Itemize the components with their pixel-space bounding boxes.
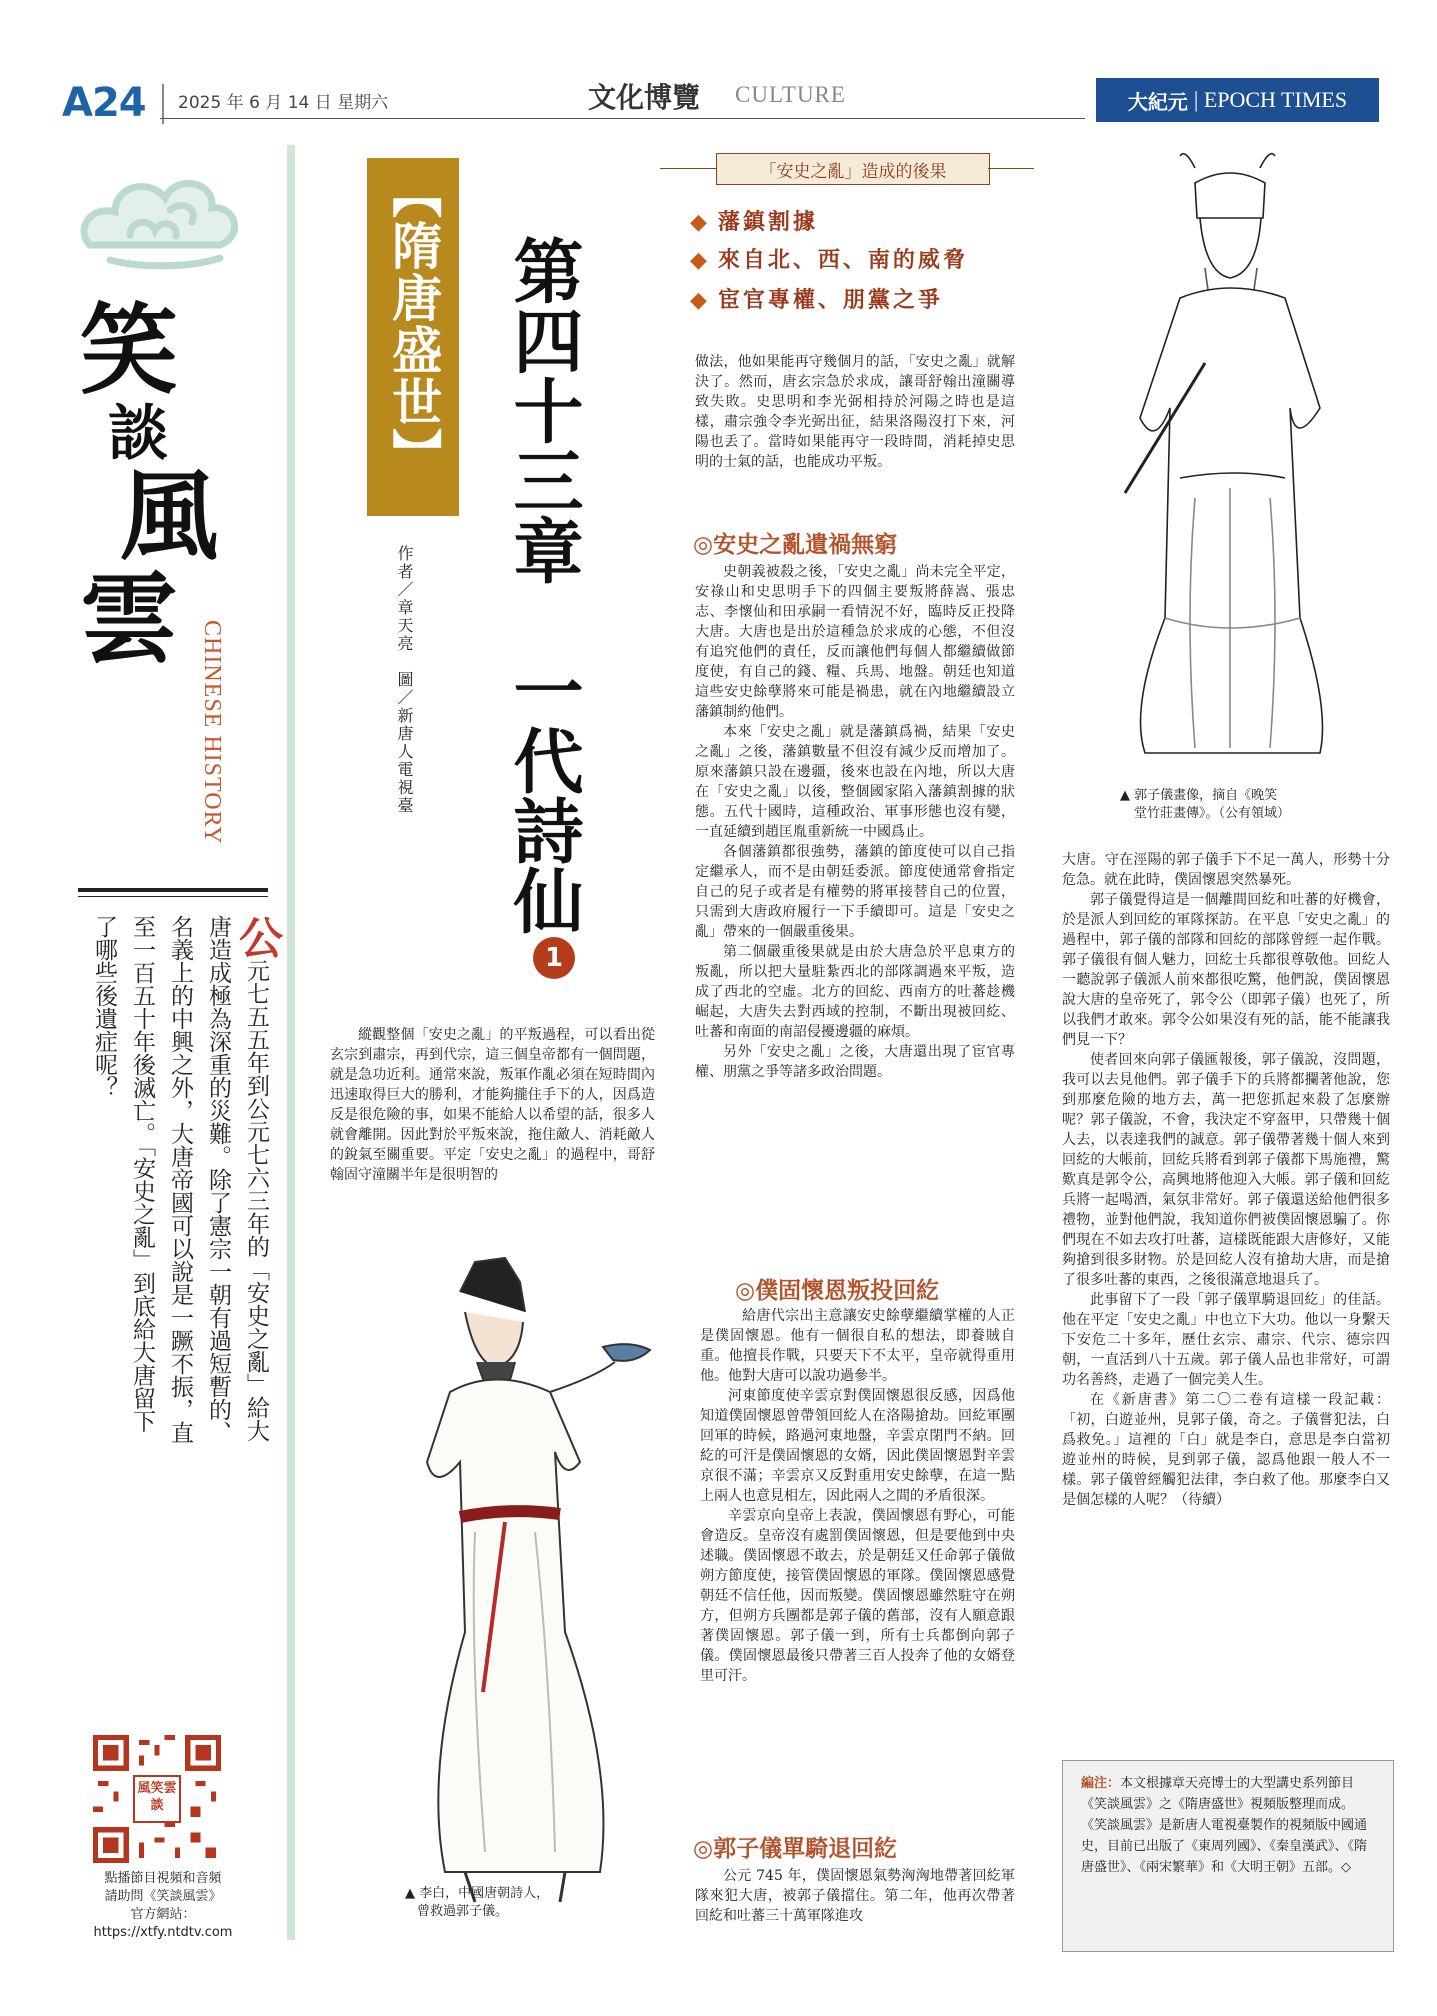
masthead-logo[interactable] [1096,78,1379,122]
article-para: 郭子儀覺得這是一個離間回紇和吐蕃的好機會，於是派人到回紇的軍隊探訪。在平息「安史之亂」的過程中，郭子儀的部隊和回紇的部隊曾經一起作戰。郭子儀很有個人魅力，回紇士兵都很尊敬他。回紇人一聽說郭子儀派人前來都很吃驚，他們說，僕固懷恩說大唐的皇帝死了，郭令公（即郭子儀）也死了，所以我們才敢來。郭令公如果沒有死的話，能不能讓我們見一下？ [1062,892,1390,1048]
section-body [700,1306,1015,1686]
page-number: A24 [62,80,146,126]
summary-rule-left [660,168,716,169]
qr-caption [78,1870,248,1942]
summary-item: ◆ 來自北、西、南的威脅 [690,248,968,273]
summary-rule-right [988,168,1034,169]
editor-note-body [1081,1773,1377,1878]
masthead-en: | EPOCH TIMES [1193,87,1348,112]
intro-rule [78,888,268,892]
column-title-char: 風 [120,458,219,574]
section-heading: ◎僕固懷恩叛投回紇 [735,1278,940,1304]
column-title-char: 笑 [80,293,179,408]
editor-note-text: 《笑談風雲》是新唐人電視臺製作的視頻版中國通史，目前已出版了《東周列國》、《秦皇漢武》、《隋唐盛世》、《兩宋繁華》和《大明王朝》五部。◇ [1081,1818,1368,1875]
intro-text: 元七五五年到公元七六三年的「安史之亂」給大唐造成極為深重的災難。除了憲宗一朝有過短暫的、名義上的中興之外，大唐帝國可以說是一蹶不振，直至一百五十年後滅亡。「安史之亂」到底給大唐留下了哪些後遺症呢？ [91,915,269,1444]
li-bai-illustration [365,1252,685,1912]
column-title-char: 談 [108,398,168,469]
editor-note-para [1081,1773,1377,1815]
editor-note-text: 本文根據章天亮博士的大型講史系列節目《笑談風雲》之《隋唐盛世》視頻版整理而成。 [1081,1776,1355,1812]
article-para: 本來「安史之亂」就是藩鎮爲禍，結果「安史之亂」之後，藩鎮數量不但沒有減少反而增加了。原來藩鎮只設在邊疆，後來也設在內地，所以大唐在「安史之亂」以後，整個國家陷入藩鎮割據的狀態。五代十國時，這種政治、軍事形態也沒有變，一直延續到趙匡胤重新統一中國爲止。 [695,724,1015,840]
section-title-en: CULTURE [735,82,846,107]
qr-caption-line: 官方網站： [130,1907,196,1922]
series-label-text: 【隋唐盛世】 [384,168,444,480]
article-para: 第二個嚴重後果就是由於大唐急於平息東方的叛亂，所以把大量駐紮西北的部隊調過來平叛，造成了西北的空虛。北方的回紇、西南方的吐蕃趁機崛起，大唐失去對西域的控制，不斷出現被回紇、吐蕃和南面的南詔侵擾邊疆的麻煩。 [695,944,1015,1040]
article-para: 做法，他如果能再守幾個月的話，「安史之亂」就解決了。然而，唐玄宗急於求成，讓哥舒翰出潼關導致失敗。史思明和李光弼相持於河陽之時也是這樣，肅宗強令李光弼出征，結果洛陽沒打下來，河陽也丢了。當時如果能再守一段時間，消耗掉史思明的士氣的話，也能成功平叛。 [695,354,1015,470]
series-label [367,158,459,516]
cloud-ornament-icon [70,150,250,290]
article-para: 使者回來向郭子儀匯報後，郭子儀說，沒問題，我可以去見他們。郭子儀手下的兵將都攔著他說，您到那麼危險的地方去，萬一把您抓起來殺了怎麼辦呢？郭子儀說，不會，我決定不穿盔甲，只帶幾十個人去，以表達我們的誠意。郭子儀帶著幾十個人來到回紇的大帳前，回紇兵將看到郭子儀都下馬施禮，驚歎真是郭令公，高興地將他迎入大帳。郭子儀和回紇兵將一起喝酒，氣氛非常好。郭子儀還送給他們很多禮物，並對他們說，我知道你們被僕固懷恩騙了。你們現在不如去攻打吐蕃，這樣既能跟大唐修好，又能夠搶到很多財物。於是回紇人沒有搶劫大唐，而是搶了很多吐蕃的東西，之後很滿意地退兵了。 [1062,1052,1390,1288]
section-heading: ◎安史之亂遺禍無窮 [693,532,898,558]
summary-title: 「安史之亂」造成的後果 [716,153,990,185]
website-link[interactable]: https://xtfy.ntdtv.com [93,1925,233,1940]
column-intro [85,915,282,1445]
column-title [80,293,219,677]
article-para: 給唐代宗出主意讓安史餘孽繼續掌權的人正是僕固懷恩。他有一個很自私的想法，即養賊自重。他擅長作戰，只要天下不太平，皇帝就得重用他。他對大唐可以說功過參半。 [700,1308,1015,1384]
intro-drop-cap: 公 [231,915,282,959]
li-bai-caption [405,1885,605,1921]
byline: 作者／章天亮 圖／新唐人電視臺 [395,545,414,815]
guo-ziyi-caption [1120,787,1350,823]
column-subtitle: CHINESE HISTORY [199,620,225,845]
article-para: 另外「安史之亂」之後，大唐還出現了宦官專權、朋黨之爭等諸多政治問題。 [695,1044,1015,1080]
editor-note-label: 編注： [1081,1776,1121,1791]
summary-item: ◆ 宦官專權、朋黨之爭 [690,288,943,313]
caption-line: ▲ 李白，中國唐朝詩人， [405,1886,550,1901]
article-para: 辛雲京向皇帝上表說，僕固懷恩有野心，可能會造反。皇帝沒有處罰僕固懷恩，但是要他到中央述職。僕固懷恩不敢去，於是朝廷又任命郭子儀做朔方節度使，接管僕固懷恩的軍隊。僕固懷恩感覺朝廷不信任他，因而叛變。僕固懷恩雖然駐守在朔方，但朔方兵團都是郭子儀的舊部，沒有人願意跟著僕固懷恩。郭子儀一到，所有士兵都倒向郭子儀。僕固懷恩最後只帶著三百人投奔了他的女婿登里可汗。 [700,1508,1015,1684]
section-body [695,562,1015,1082]
column-divider [287,145,295,1940]
caption-line: ▲ 郭子儀畫像，摘自《晚笑 [1120,788,1278,803]
section-body [1062,850,1390,1510]
caption-line: 堂竹莊畫傳》。（公有領域） [1134,806,1291,821]
caption-line: 曾救過郭子儀。 [417,1904,509,1919]
article-para: 在《新唐書》第二〇二卷有這樣一段記載：「初，白遊並州，見郭子儀，奇之。子儀嘗犯法，白爲救免。」這裡的「白」就是李白，意思是李白當初遊並州的時候，見到郭子儀，認爲他跟一般人不一樣。郭子儀曾經觸犯法律，李白救了他。那麼李白又是個怎樣的人呢？（待續） [1062,1392,1390,1508]
intro-rule-thin [78,896,268,897]
section-title: 文化博覽 [588,81,701,114]
headline: 第四十三章 一代詩仙 [502,235,585,935]
guo-ziyi-portrait [1085,148,1385,768]
article-para: 大唐。守在涇陽的郭子儀手下不足一萬人，形勢十分危急。就在此時，僕固懷恩突然暴死。 [1062,852,1390,888]
issue-date: 2025 年 6 月 14 日 星期六 [178,93,389,113]
header-rule [160,118,1085,119]
summary-item: ◆ 藩鎮割據 [690,210,818,235]
qr-badge: 風笑雲談 [137,1781,177,1813]
article-para: 各個藩鎮都很強勢，藩鎮的節度使可以自己指定繼承人，而不是由朝廷委派。節度使通常會指定自己的兒子或者是有權勢的將軍接替自己的位置，只需到大唐政府履行一下手續即可。這是「安史之亂」帶來的一個嚴重後果。 [695,844,1015,940]
article-para: 此事留下了一段「郭子儀單騎退回紇」的佳話。他在平定「安史之亂」中也立下大功。他以一身繫天下安危二十多年，歷仕玄宗、肅宗、代宗、德宗四朝，一直活到八十五歲。郭子儀人品也非常好，可謂功名善終，走過了一個完美人生。 [1062,1292,1390,1388]
article-para: 史朝義被殺之後，「安史之亂」尚未完全平定，安祿山和史思明手下的四個主要叛將薛嵩、張忠志、李懷仙和田承嗣一看情況不好，臨時反正投降大唐。大唐也是出於這種急於求成的心態，不但沒有追究他們的責任，反而讓他們每個人都繼續做節度使，有自己的錢、糧、兵馬、地盤。朝廷也知道這些安史餘孽將來可能是禍患，就在內地繼續設立藩鎮制約他們。 [695,564,1015,720]
article-para: 縱觀整個「安史之亂」的平叛過程，可以看出從玄宗到肅宗，再到代宗，這三個皇帝都有一個問題，就是急功近利。通常來說，叛軍作亂必須在短時間內迅速取得巨大的勝利，才能夠攏住手下的人，因爲造反是很危險的事，如果不能給人以希望的話，很多人就會離開。因此對於平叛來說，拖住敵人、消耗敵人的銳氣至關重要。平定「安史之亂」的過程中，哥舒翰固守潼關半年是很明智的 [330,1027,655,1183]
masthead-cn: 大紀元 [1127,89,1188,114]
qr-caption-line: 點播節目視頻和音頻 [104,1871,222,1886]
article-para: 河東節度使辛雲京對僕固懷恩很反感，因爲他知道僕固懷恩曾帶領回紇人在洛陽搶劫。回紇軍團回軍的時候，路過河東地盤，辛雲京閉門不納。回紇的可汗是僕固懷恩的女婿，因此僕固懷恩對辛雲京很不滿；辛雲京又反對重用安史餘孽，在這一點上兩人也意見相左，因此兩人之間的矛盾很深。 [700,1388,1015,1504]
editor-note [1062,1760,1394,1952]
section-heading: ◎郭子儀單騎退回紇 [693,1836,898,1862]
article-para: 公元 745 年，僕固懷恩氣勢洶洶地帶著回紇軍隊來犯大唐，被郭子儀擋住。第二年，他再次帶著回紇和吐蕃三十萬軍隊進攻 [695,1868,1015,1924]
column-title-char: 雲 [80,561,179,677]
qr-caption-line: 請助問《笑談風雲》 [104,1889,222,1904]
episode-badge: 1 [533,937,575,979]
